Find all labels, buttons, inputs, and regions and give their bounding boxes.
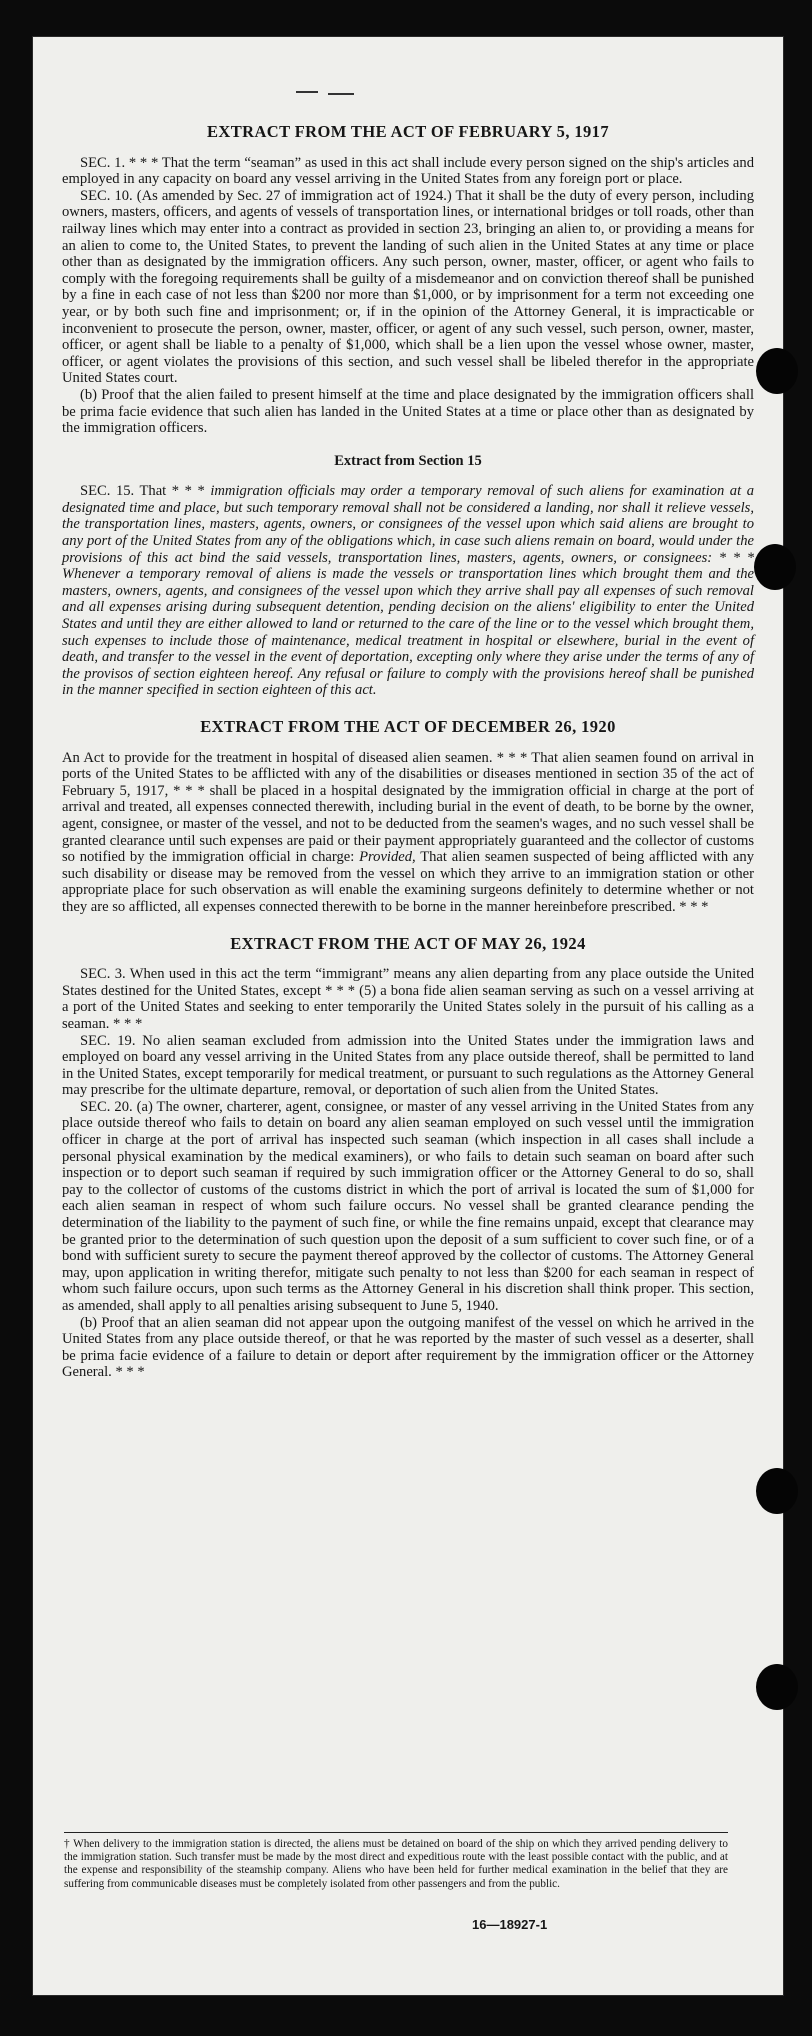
paragraph-sec-15	[62, 483, 754, 699]
document-page	[32, 36, 784, 1996]
ink-mark	[296, 91, 318, 93]
footnote: † When delivery to the immigration station is directed, the aliens must be detained on board of the ship on which they arrived pending delivery to the immigration station. Such transfer must be made by the most direct and expeditious route with the least possible contact with the public, and at the expense and responsibility of the steamship company. Aliens who have been held for further medical examination in the belief that they are suffering from communicable diseases must be completely isolated from other passengers and from the public.	[64, 1838, 728, 1890]
act-1920-text-a: An Act to provide for the treatment in hospital of diseased alien seamen. * * * That alien seamen found on arrival in ports of the United States to be afflicted with any of the disabilities or diseases mentioned in section 35 of the act of February 5, 1917, * * * shall be placed in a hospital designated by the immigration official in charge at the port of arrival and treated, all expenses connected therewith, including burial in the event of death, to be borne by the owner, agent, consignee, or master of the vessel, and not to be deducted from the seamen's wages, and no such vessel shall be granted clearance until such expenses are paid or their payment appropriately guaranteed and the collector of customs so notified by the immigration official in charge:	[62, 749, 754, 866]
paragraph-sec-20-a: SEC. 20. (a) The owner, charterer, agent, consignee, or master of any vessel arriving in the United States from any place outside thereof who fails to detain on board any alien seaman employed on such vessel until the immigration officer in charge at the port of arrival has inspected such seaman (which inspection in all cases shall include a personal physical examination by the medical examiners), or who fails to detain such seaman on board after such inspection or to deport such seaman if required by such immigration officer or the Attorney General to do so, shall pay to the collector of customs of the customs district in which the port of arrival is located the sum of $1,000 for each alien seaman in respect of whom such failure occurs. No vessel shall be granted clearance pending the determination of the liability to the payment of such fine, or while the fine remains unpaid, except that clearance may be granted prior to the determination of such question upon the deposit of a sum sufficient to cover such fine, or of a bond with sufficient surety to secure the payment thereof approved by the collector of customs. The Attorney General may, upon application in writing therefor, mitigate such penalty to not less than $200 for each seaman in respect of whom such failure occurs, upon such terms as the Attorney General in his discretion shall think proper. This section, as amended, shall apply to all penalties arising subsequent to June 5, 1940.	[62, 1098, 754, 1314]
sec-15-lead: SEC. 15. That * * *	[80, 483, 211, 500]
punch-hole	[756, 1468, 798, 1514]
paragraph-sec-20-b: (b) Proof that an alien seaman did not appear upon the outgoing manifest of the vessel on which he arrived in the United States from any place outside thereof, or that he was reported by the master of such vessel as a deserter, shall be prima facie evidence of a failure to detain or deport after requirement by the immigration officer or the Attorney General. * * *	[62, 1314, 754, 1381]
heading-section-15: Extract from Section 15	[334, 452, 482, 469]
ink-mark	[328, 93, 354, 95]
heading-act-1924: EXTRACT FROM THE ACT OF MAY 26, 1924	[230, 933, 586, 953]
heading-act-1917: EXTRACT FROM THE ACT OF FEBRUARY 5, 1917	[207, 122, 609, 141]
punch-hole	[756, 1664, 798, 1710]
paragraph-act-1920	[62, 750, 754, 916]
paragraph-sec-19: SEC. 19. No alien seaman excluded from admission into the United States under the immigration laws and employed on board any vessel arriving in the United States from any place outside thereof, shall be permitted to land in the United States, except temporarily for medical treatment, or pursuant to such regulations as the Attorney General may prescribe for the ultimate departure, removal, or deportation of such alien from the United States.	[62, 1032, 754, 1099]
paragraph-sec-1: SEC. 1. * * * That the term “seaman” as used in this act shall include every person signed on the ship's articles and employed in any capacity on board any vessel arriving in the United States from any foreign port or place.	[62, 154, 754, 188]
document-body	[62, 124, 754, 1381]
act-1920-text-b: That alien seamen suspected of being afflicted with any such disability or disease may be removed from the vessel on which they arrive to an immigration station or other appropriate place for such observation as will enable the examining surgeons definitely to determine whether or not they are so afflicted, all expenses connected therewith to be borne in the manner hereinbefore prescribed. * * *	[62, 849, 755, 915]
act-1920-proviso: Provided,	[359, 849, 416, 866]
footnote-divider	[64, 1832, 728, 1833]
sec-15-italic-text: immigration officials may order a temporary removal of such aliens for examination at a designated time and place, but such temporary removal shall not be considered a landing, nor shall it relieve vessels, the transportation lines, masters, agents, owners, or consignees of the vessel upon which said aliens are brought to any port of the United States from any of the obligations which, in case such aliens remain on board, would under the provisions of this act bind the said vessels, transportation lines, masters, agents, owners, or consignees: * * * Whenever a temporary removal of aliens is made the vessels or transportation lines which brought them and the masters, owners, agents, and consignees of the vessel upon which they arrive shall pay all expenses of such removal and all expenses arising during subsequent detention, pending decision on the aliens' eligibility to enter the United States and until they are either allowed to land or returned to the care of the line or to the vessel which brought them, such expenses to include those of maintenance, medical treatment in hospital or elsewhere, burial in the event of death, and transfer to the vessel in the event of deportation, excepting only where they arise under the terms of any of the provisos of section eighteen hereof. Any refusal or failure to comply with the provisions hereof shall be punished in the manner specified in section eighteen of this act.	[62, 483, 754, 699]
punch-hole	[754, 544, 796, 590]
form-number: 16—18927-1	[472, 1917, 548, 1932]
paragraph-sec-3: SEC. 3. When used in this act the term “immigrant” means any alien departing from any place outside the United States destined for the United States, except * * * (5) a bona fide alien seaman serving as such on a vessel arriving at a port of the United States and seeking to enter temporarily the United States solely in the pursuit of his calling as a seaman. * * *	[62, 966, 754, 1032]
paragraph-sec-10: SEC. 10. (As amended by Sec. 27 of immigration act of 1924.) That it shall be the duty of every person, including owners, masters, officers, and agents of vessels of transportation lines, or international bridges or toll roads, other than railway lines which may enter into a contract as provided in section 23, bringing an alien to, or providing a means for an alien to come to, the United States, to prevent the landing of such alien in the United States at any time or place other than as designated by the immigration officers. Any such person, owner, master, officer, or agent who fails to comply with the foregoing requirements shall be guilty of a misdemeanor and on conviction thereof shall be punished by a fine in each case of not less than $200 nor more than $1,000, or by imprisonment for a term not exceeding one year, or by both such fine and imprisonment; or, if in the opinion of the Attorney General, it is impracticable or inconvenient to prosecute the person, owner, master, officer, or agent of any such vessel, such person, owner, master, officer, or agent shall be liable to a penalty of $1,000, which shall be a lien upon the vessel whose owner, master, officer, or agent violates the provisions of this section, and such vessel shall be libeled therefor in the appropriate United States court.	[62, 187, 754, 387]
heading-act-1920: EXTRACT FROM THE ACT OF DECEMBER 26, 1920	[200, 717, 616, 736]
paragraph-sec-10-b: (b) Proof that the alien failed to present himself at the time and place designated by the immigration officers shall be prima facie evidence that such alien has landed in the United States at a time or place other than as designated by the immigration officers.	[62, 386, 754, 437]
punch-hole	[756, 348, 798, 394]
